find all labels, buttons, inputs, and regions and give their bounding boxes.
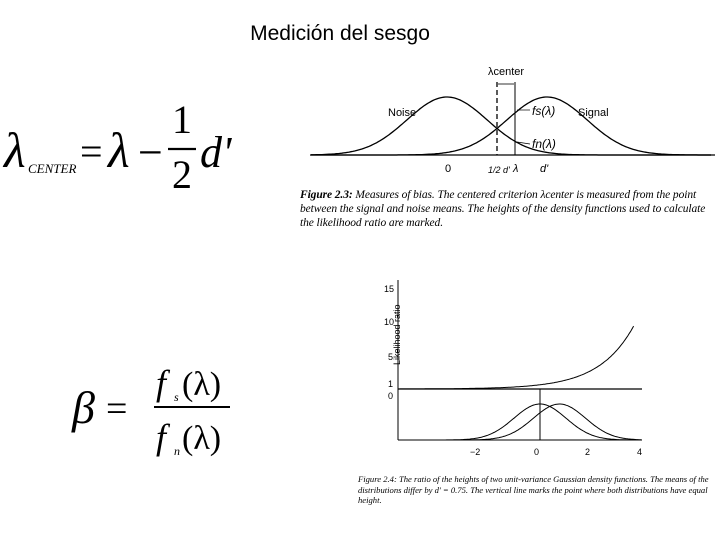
fig2-ytick-15: 15 xyxy=(384,284,395,294)
beta-formula xyxy=(70,355,245,465)
beta-num-sub: s xyxy=(174,390,179,404)
fig1-fn-label: fn(λ) xyxy=(532,137,556,151)
fig1-fs-label: fs(λ) xyxy=(532,104,556,118)
fig2-ytick-1: 1 xyxy=(388,379,394,389)
lambda-center-formula xyxy=(0,95,270,200)
beta-den-f: f xyxy=(156,417,167,457)
fig1-tick-lambda: λ xyxy=(513,163,519,175)
fig2-xtick-4: 4 xyxy=(637,447,643,457)
formula-center-subscript: CENTER xyxy=(28,161,77,176)
fig2-xtick-0: 0 xyxy=(534,447,540,457)
fig2-ylabel: Likelihood ratio xyxy=(392,304,402,365)
formula-fraction-denominator: 2 xyxy=(172,152,192,197)
formula-beta: β xyxy=(72,382,95,433)
beta-den-arg: (λ) xyxy=(182,420,222,457)
fig2-xtick-m2: −2 xyxy=(470,447,481,457)
fig1-center-label: λcenter xyxy=(488,66,525,78)
fig2-signal-density xyxy=(400,404,642,440)
beta-den-sub: n xyxy=(174,444,180,458)
fig1-noise-curve xyxy=(311,97,711,155)
fig2-curves xyxy=(400,326,642,440)
beta-equals: = xyxy=(106,388,128,430)
fig1-curves xyxy=(311,97,711,155)
formula-fraction-numerator: 1 xyxy=(172,97,192,142)
figure-2-4-caption-text: The ratio of the heights of two unit-variance Gaussian density functions. The means of the distributions differ by d' = 0.75. The vertical line marks the point where both distributions have equal height. xyxy=(358,474,709,505)
fig1-signal-curve xyxy=(311,97,711,155)
figure-2-3-caption-label: Figure 2.3: xyxy=(300,189,353,201)
formula-dprime: d' xyxy=(200,128,232,177)
fig1-tick-dprime: d' xyxy=(540,163,549,175)
fig1-noise-label: Noise xyxy=(388,107,417,119)
figure-2-3-caption xyxy=(300,188,712,230)
figure-2-4-caption xyxy=(358,474,718,506)
fig1-signal-label: Signal xyxy=(578,107,609,119)
formula-lambda: λ xyxy=(108,122,130,178)
formula-equals: = xyxy=(80,129,103,174)
formula-minus: − xyxy=(138,128,163,177)
figure-likelihood-ratio xyxy=(370,265,660,470)
fig2-xtick-2: 2 xyxy=(585,447,591,457)
fig2-likelihood-ratio-curve xyxy=(400,326,634,389)
fig1-tick-half: 1/2 d' xyxy=(488,165,510,175)
beta-num-arg: (λ) xyxy=(182,366,222,403)
figure-2-3-caption-text: Measures of bias. The centered criterion λcenter is measured from the point between the signal and noise means. The heights of the density functions used to calculate the likelihood ratio are marked. xyxy=(300,189,706,229)
fig2-ytick-0: 0 xyxy=(388,391,394,401)
figure-2-4-caption-label: Figure 2.4: xyxy=(358,474,397,484)
fig2-ytick-10: 10 xyxy=(384,317,395,327)
formula-lambda-symbol: λ xyxy=(4,122,26,178)
beta-num-f: f xyxy=(156,363,167,403)
fig2-noise-density xyxy=(400,404,642,440)
slide-title: Medición del sesgo xyxy=(250,22,430,45)
fig1-tick-zero: 0 xyxy=(445,163,452,175)
figure-bias-measures xyxy=(310,60,720,185)
fig2-ytick-5: 5 xyxy=(388,352,394,362)
